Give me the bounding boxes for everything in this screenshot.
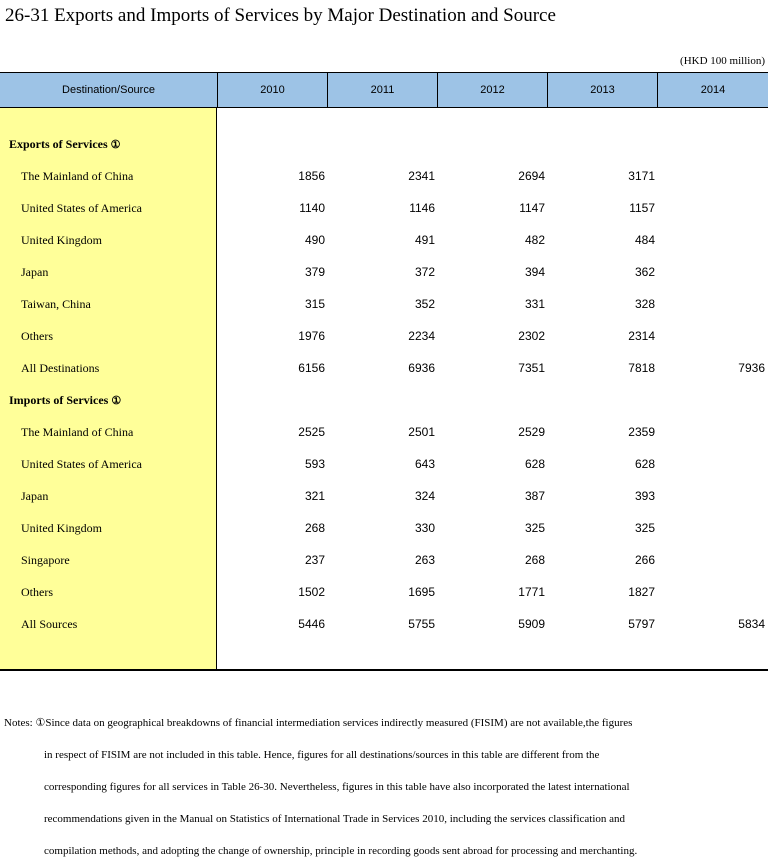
value-cell-2011: 324 [414,489,435,503]
table-row [0,576,768,608]
value-cell-2011: 2341 [408,169,435,183]
table-row [0,608,768,640]
row-label: Singapore [21,553,70,567]
value-cell-2012: 325 [524,521,545,535]
value-cell-2012: 268 [524,553,545,567]
value-cell-2011: 491 [414,233,435,247]
table-row [0,320,768,352]
value-cell-2011: 263 [414,553,435,567]
value-cell-2012: 387 [524,489,545,503]
value-cell-2014: 5834 [738,617,765,631]
table-row [0,480,768,512]
value-cell-2012: 331 [524,297,545,311]
row-label: Japan [21,265,49,279]
value-cell-2010: 1976 [298,329,325,343]
value-cell-2010: 379 [304,265,325,279]
value-cell-2012: 1771 [518,585,545,599]
value-cell-2013: 393 [634,489,655,503]
table-bottom-rule [0,669,768,671]
value-cell-2012: 5909 [518,617,545,631]
table-header [0,72,768,108]
row-label: United States of America [21,201,142,215]
value-cell-2011: 2501 [408,425,435,439]
table-row [0,448,768,480]
table-row [0,288,768,320]
table-row [0,512,768,544]
header-year-2012: 2012 [480,84,505,96]
table-row [0,224,768,256]
value-cell-2013: 1157 [629,201,655,215]
note-line: corresponding figures for all services in Table 26-30. Nevertheless, figures in this table have also incorporated the latest international [44,781,630,793]
value-cell-2011: 372 [414,265,435,279]
row-label: Others [21,329,53,343]
note-marker: ① [110,139,121,151]
value-cell-2011: 330 [414,521,435,535]
row-label: United Kingdom [21,521,102,535]
row-label: United Kingdom [21,233,102,247]
note-line: in respect of FISIM are not included in this table. Hence, figures for all destinations/sources in this table are different from the [44,749,600,761]
header-destination-source: Destination/Source [62,84,155,96]
value-cell-2011: 1695 [408,585,435,599]
value-cell-2010: 490 [304,233,325,247]
value-cell-2013: 5797 [628,617,655,631]
section-heading-text: Imports of Services [9,393,109,407]
header-year-2013: 2013 [590,84,615,96]
value-cell-2013: 628 [634,457,655,471]
value-cell-2013: 1827 [628,585,655,599]
table-row [0,160,768,192]
value-cell-2013: 362 [634,265,655,279]
section-heading-text: Exports of Services [9,137,108,151]
section-heading-row [0,384,768,416]
header-year-2014: 2014 [700,84,726,96]
section-heading [9,128,121,161]
value-cell-2013: 3171 [628,169,655,183]
value-cell-2010: 321 [304,489,325,503]
row-label: United States of America [21,457,142,471]
value-cell-2010: 1502 [298,585,325,599]
header-year-2011: 2011 [370,84,395,96]
row-label: The Mainland of China [21,425,134,439]
note-line: recommendations given in the Manual on Statistics of International Trade in Services 2010, including the services classification and [44,813,626,825]
value-cell-2012: 394 [524,265,545,279]
header-year-2010: 2010 [260,84,285,96]
value-cell-2012: 628 [524,457,545,471]
row-label: Japan [21,489,49,503]
note-line: Since data on geographical breakdowns of financial intermediation services indirectly measured (FISIM) are not available,the figures [45,717,633,729]
section-heading [9,384,121,417]
row-label: The Mainland of China [21,169,134,183]
value-cell-2010: 2525 [298,425,325,439]
value-cell-2010: 5446 [298,617,325,631]
value-cell-2013: 2359 [628,425,655,439]
table-row [0,256,768,288]
value-cell-2013: 7818 [628,361,655,375]
value-cell-2011: 6936 [408,361,435,375]
value-cell-2010: 1856 [298,169,325,183]
value-cell-2014: 7936 [738,361,765,375]
table-row [0,192,768,224]
value-cell-2012: 1147 [519,201,545,215]
row-label: All Destinations [21,361,100,375]
value-cell-2013: 484 [634,233,655,247]
value-cell-2013: 325 [634,521,655,535]
value-cell-2011: 2234 [408,329,435,343]
value-cell-2010: 593 [304,457,325,471]
note-marker: ① [111,395,122,407]
section-heading-row [0,128,768,160]
note-line: compilation methods, and adopting the change of ownership, principle in recording goods sent abroad for processing and merchanting. [44,845,638,857]
table-row [0,544,768,576]
value-cell-2010: 315 [304,297,325,311]
notes [4,707,766,867]
value-cell-2010: 1140 [299,201,325,215]
value-cell-2011: 352 [414,297,435,311]
value-cell-2011: 1146 [409,201,435,215]
table-row [0,352,768,384]
value-cell-2010: 6156 [298,361,325,375]
value-cell-2012: 2694 [518,169,545,183]
value-cell-2010: 237 [304,553,325,567]
row-label: Taiwan, China [21,297,91,311]
value-cell-2010: 268 [304,521,325,535]
page-title: 26-31 Exports and Imports of Services by Major Destination and Source [5,5,556,26]
row-label: Others [21,585,53,599]
table-row [0,416,768,448]
notes-prefix: Notes: ① [4,717,46,729]
value-cell-2012: 2529 [518,425,545,439]
value-cell-2011: 5755 [408,617,435,631]
value-cell-2012: 482 [524,233,545,247]
value-cell-2011: 643 [414,457,435,471]
value-cell-2012: 7351 [518,361,545,375]
row-label: All Sources [21,617,78,631]
value-cell-2013: 266 [634,553,655,567]
value-cell-2012: 2302 [518,329,545,343]
value-cell-2013: 328 [634,297,655,311]
value-cell-2013: 2314 [628,329,655,343]
unit-label: (HKD 100 million) [680,55,765,67]
